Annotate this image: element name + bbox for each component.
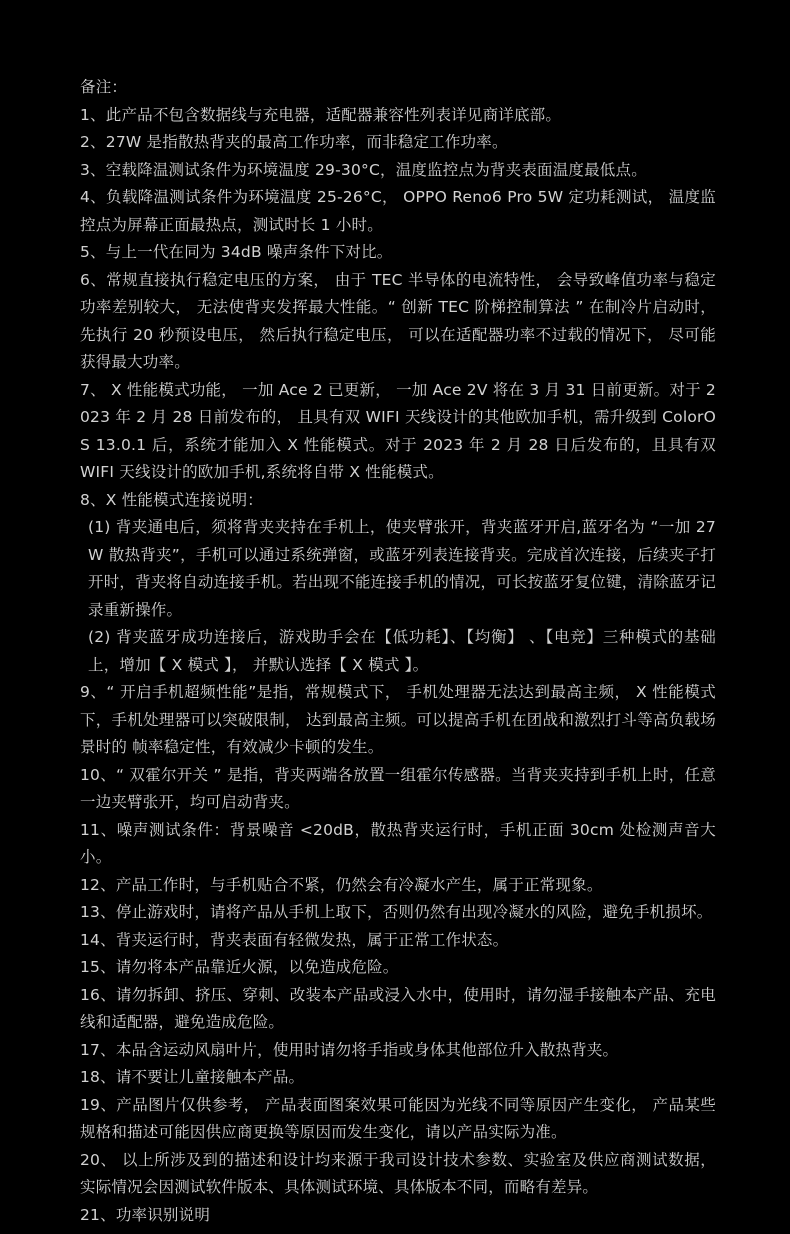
note-18: 18、请不要让儿童接触本产品。 xyxy=(80,1068,305,1086)
note-16: 16、请勿拆卸、挤压、穿刺、改装本产品或浸入水中，使用时，请勿湿手接触本产品、充电线和适配器，避免造成危险。 xyxy=(80,985,716,1031)
note-8-2: (2) 背夹蓝牙成功连接后，游戏助手会在【低功耗】、【均衡】 、【电竞】三种模式的基础上，增加【 X 模式 】， 并默认选择【 X 模式 】。 xyxy=(88,628,716,674)
note-8-1: (1) 背夹通电后，须将背夹夹持在手机上，使夹臂张开，背夹蓝牙开启,蓝牙名为 “一加 27W 散热背夹”，手机可以通过系统弹窗，或蓝牙列表连接背夹。完成首次连接，后续夹子打开时，背夹将自动连接手机。若出现不能连接手机的情况，可长按蓝牙复位键，清除蓝牙记录重新操作。 xyxy=(88,518,717,619)
note-6: 6、常规直接执行稳定电压的方案， 由于 TEC 半导体的电流特性， 会导致峰值功率与稳定功率差别较大， 无法使背夹发挥最大性能。“ 创新 TEC 阶梯控制算法 ” 在制冷片启动时， 先执行 20 秒预设电压， 然后执行稳定电压， 可以在适配器功率不过载的情况下， 尽可能获得最大功率。 xyxy=(80,270,716,371)
note-14: 14、背夹运行时，背夹表面有轻微发热，属于正常工作状态。 xyxy=(80,930,509,949)
note-15: 15、请勿将本产品靠近火源，以免造成危险。 xyxy=(80,958,399,976)
note-3: 3、空载降温测试条件为环境温度 29-30°C，温度监控点为背夹表面温度最低点。 xyxy=(80,160,647,179)
note-12: 12、产品工作时，与手机贴合不紧，仍然会有冷凝水产生，属于正常现象。 xyxy=(80,875,603,894)
note-9: 9、“ 开启手机超频性能”是指，常规模式下， 手机处理器无法达到最高主频， X 性能模式下，手机处理器可以突破限制， 达到最高主频。可以提高手机在团战和激烈打斗等高负载场景时的 帧率稳定性，有效减少卡顿的发生。 xyxy=(80,683,716,756)
note-2: 2、27W 是指散热背夹的最高工作功率，而非稳定工作功率。 xyxy=(80,133,508,151)
note-19: 19、产品图片仅供参考， 产品表面图案效果可能因为光线不同等原因产生变化， 产品某些规格和描述可能因供应商更换等原因而发生变化，请以产品实际为准。 xyxy=(80,1095,716,1141)
notes-title: 备注： xyxy=(80,78,128,96)
note-7: 7、 X 性能模式功能， 一加 Ace 2 已更新， 一加 Ace 2V 将在 3 月 31 日前更新。对于 2023 年 2 月 28 日前发布的， 且具有双 WIFI 天线设计的其他欧加手机，需升级到 ColorOS 13.0.1 后，系统才能加入 X 性能模式。对于 2023 年 2 月 28 日后发布的，且具有双 WIFI 天线设计的欧加手机,系统将自带 X 性能模式。 xyxy=(80,380,716,481)
note-5: 5、与上一代在同为 34dB 噪声条件下对比。 xyxy=(80,243,393,261)
note-8: 8、X 性能模式连接说明： xyxy=(80,490,264,509)
note-1: 1、此产品不包含数据线与充电器，适配器兼容性列表详见商详底部。 xyxy=(80,105,562,124)
note-17: 17、本品含运动风扇叶片，使用时请勿将手指或身体其他部位升入散热背夹。 xyxy=(80,1040,619,1059)
note-13: 13、停止游戏时，请将产品从手机上取下，否则仍然有出现冷凝水的风险，避免手机损坏。 xyxy=(80,903,713,921)
note-11: 11、噪声测试条件：背景噪音 <20dB，散热背夹运行时，手机正面 30cm 处检测声音大小。 xyxy=(80,820,716,866)
note-20: 20、 以上所涉及到的描述和设计均来源于我司设计技术参数、实验室及供应商测试数据， 实际情况会因测试软件版本、具体测试环境、具体版本不同，而略有差异。 xyxy=(80,1150,716,1196)
note-21: 21、功率识别说明 xyxy=(80,1205,211,1224)
note-10: 10、“ 双霍尔开关 ” 是指，背夹两端各放置一组霍尔传感器。当背夹夹持到手机上时，任意一边夹臂张开，均可启动背夹。 xyxy=(80,765,716,811)
notes-content xyxy=(80,74,716,1229)
note-4: 4、负载降温测试条件为环境温度 25-26°C， OPPO Reno6 Pro 5W 定功耗测试， 温度监控点为屏幕正面最热点，测试时长 1 小时。 xyxy=(80,188,716,234)
